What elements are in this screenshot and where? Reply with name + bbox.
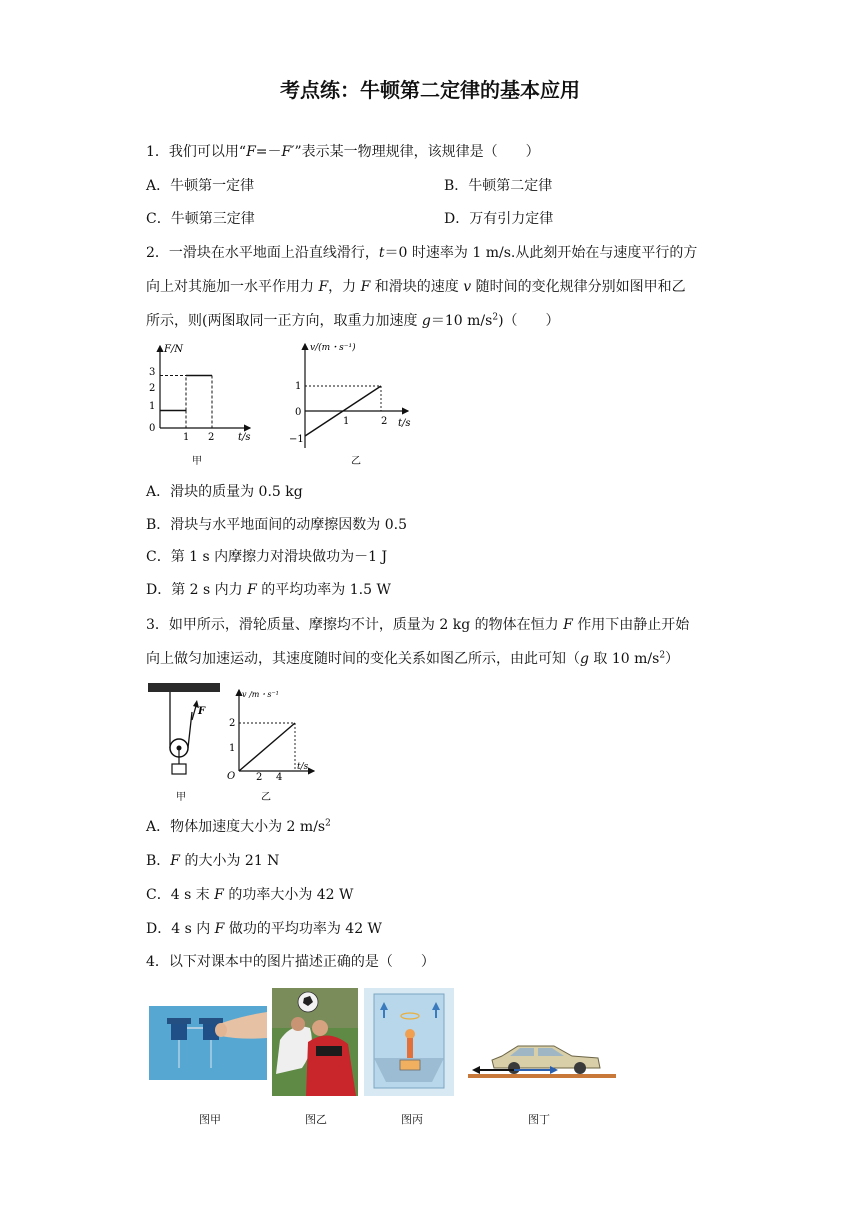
x-tick-label: 2 [256,772,263,783]
figure-caption: 乙 [351,456,361,467]
photo-spring-scales [149,1006,267,1080]
y-tick-label: 1 [295,381,302,392]
force-label: F [198,706,206,717]
x-tick-label: 4 [276,772,283,783]
x-tick-label: 1 [183,432,190,443]
y-tick-label: 2 [149,383,156,394]
photo-caption: 图甲 [199,1113,221,1126]
q2-force-time-graph [140,338,265,468]
origin-label: O [227,771,236,782]
photo-caption: 图丁 [528,1113,550,1126]
photo-soccer-header [272,988,358,1096]
q1-option-d[interactable]: D．万有引力定律 [444,211,554,227]
rope-pulled [188,712,192,748]
car-wheel-front [574,1062,586,1074]
x-axis-label: t/s [297,762,309,772]
car-wheel-rear [508,1062,520,1074]
photo-elevator [364,988,454,1096]
q3-stem-line2: 向上做匀加速运动，其速度随时间的变化关系如图乙所示，由此可知（g 取 10 $m/s^2$） [146,650,680,667]
q3-option-a[interactable]: A．物体加速度大小为 2 $m/s^2$ [146,818,331,835]
y-tick-label: 0 [149,423,156,434]
y-tick-label: −1 [289,434,304,445]
y-axis-label: v /m・s⁻¹ [242,690,279,699]
photo-caption: 图乙 [305,1113,327,1126]
q2-stem-line2: 向上对其施加一水平作用力 F，力 F 和滑块的速度 v 随时间的变化规律分别如图甲和乙 [146,279,686,295]
q2-option-c[interactable]: C．第 1 s 内摩擦力对滑块做功为－1 J [146,549,388,565]
q2-option-a[interactable]: A．滑块的质量为 0.5 kg [146,484,303,500]
x-tick-label: 2 [208,432,215,443]
q1-option-c[interactable]: C．牛顿第三定律 [146,211,255,227]
q3-stem-line1: 3．如甲所示，滑轮质量、摩擦均不计，质量为 2 kg 的物体在恒力 F 作用下由静止开始 [146,617,690,633]
q2-velocity-time-graph [280,338,420,468]
data-line [239,723,295,771]
y-tick-label: 1 [149,401,156,412]
person-head [405,1029,415,1039]
q3-option-b[interactable]: B．F 的大小为 21 N [146,853,280,869]
y-tick-label: 3 [149,367,156,378]
q3-option-c[interactable]: C．4 s 末 F 的功率大小为 42 W [146,887,354,903]
figure-caption: 甲 [192,456,202,467]
photo-car [468,1040,616,1080]
x-tick-label: 1 [343,416,350,427]
page-title: 考点练：牛顿第二定律的基本应用 [280,78,580,102]
road [468,1074,616,1078]
force-arrow [192,706,196,720]
q1-stem: 1．我们可以用“F=－F′”表示某一物理规律，该规律是（ ） [146,144,540,160]
scale [400,1060,420,1070]
y-tick-label: 0 [295,407,302,418]
q4-stem: 4．以下对课本中的图片描述正确的是（ ） [146,954,435,970]
x-axis-label: t/s [398,418,411,429]
q2-option-b[interactable]: B．滑块与水平地面间的动摩擦因数为 0.5 [146,517,408,533]
q2-stem-line3: 所示，则(两图取同一正方向，取重力加速度 g＝10 $m/s^2$)（ ） [146,312,560,329]
y-tick-label: 2 [229,718,236,729]
x-axis-label: t/s [238,432,251,443]
pulley-axle [177,746,182,751]
q3-option-d[interactable]: D．4 s 内 F 做功的平均功率为 42 W [146,921,382,937]
q1-option-a[interactable]: A．牛顿第一定律 [146,178,255,194]
q2-stem-line1: 2．一滑块在水平地面上沿直线滑行，t＝0 时速率为 1 m/s.从此刻开始在与速度平行的方 [146,245,698,261]
q2-option-d[interactable]: D．第 2 s 内力 F 的平均功率为 1.5 W [146,582,391,598]
q3-pulley-figure [140,678,228,806]
q1-option-b[interactable]: B．牛顿第二定律 [444,178,553,194]
q3-velocity-time-graph [222,678,324,806]
photo-caption: 图丙 [401,1113,423,1126]
figure-caption: 乙 [261,792,271,803]
hanging-block [172,764,186,774]
y-axis-label: v/(m・s⁻¹) [310,343,356,353]
figure-caption: 甲 [176,792,186,803]
y-axis-label: F/N [164,344,184,355]
ceiling-beam [148,683,220,692]
y-tick-label: 1 [229,743,236,754]
x-tick-label: 2 [381,416,388,427]
